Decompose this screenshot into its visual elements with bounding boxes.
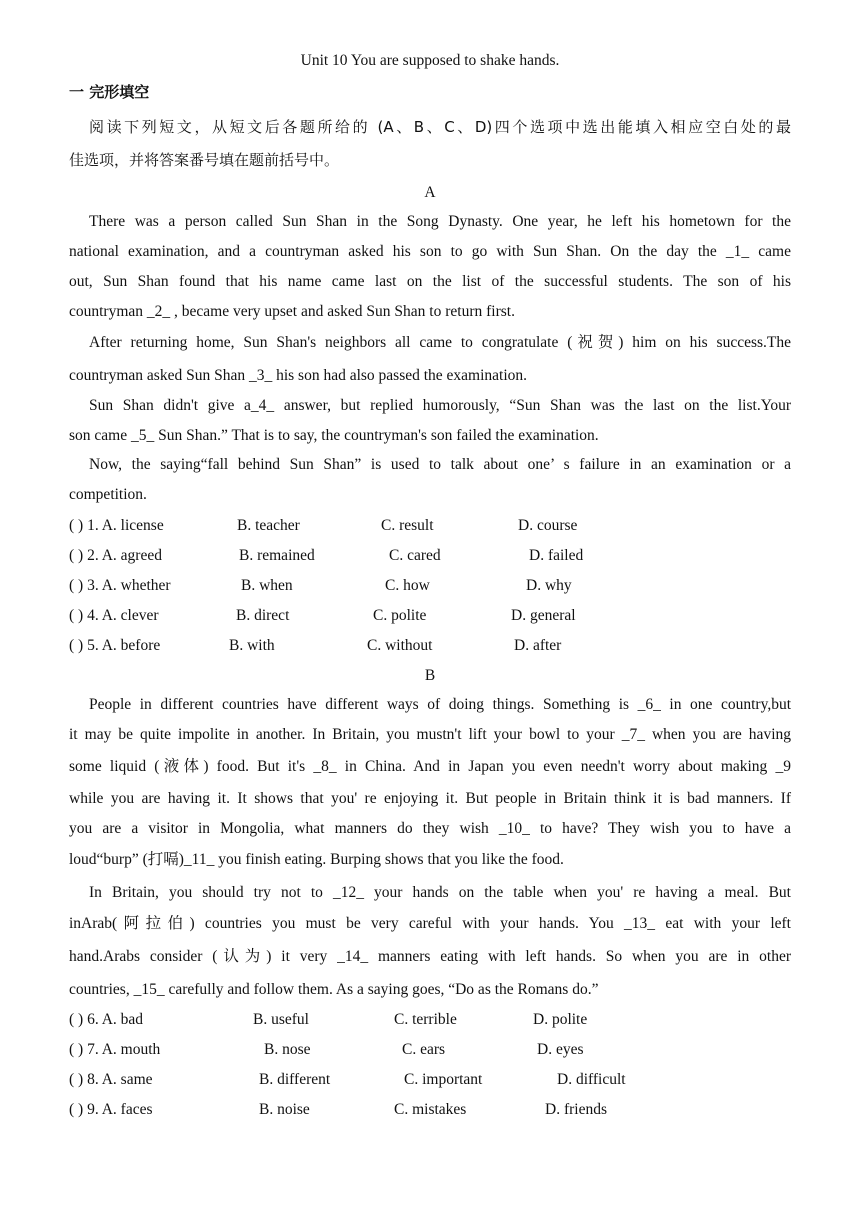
section-heading: 一 完形填空 xyxy=(69,83,150,101)
option-c: C. polite xyxy=(373,607,427,624)
passage-b-line: inArab(阿拉伯) countries you must be very careful with your hands. You _13_ eat with your left xyxy=(69,915,791,932)
passage-b-line: countries, _15_ carefully and follow them. As a saying goes, “Do as the Romans do.” xyxy=(69,981,599,998)
option-b: B. nose xyxy=(264,1041,311,1058)
passage-b-line: People in different countries have different ways of doing things. Something is _6_ in one country,but xyxy=(89,696,791,713)
question-number-option-a: ( ) 5. A. before xyxy=(69,637,161,654)
option-d: D. course xyxy=(518,517,578,534)
question-number-option-a: ( ) 6. A. bad xyxy=(69,1011,144,1028)
option-b: B. with xyxy=(229,637,275,654)
instructions-line-2: 佳选项，并将答案番号填在题前括号中。 xyxy=(69,151,340,169)
passage-b-line: hand.Arabs consider (认为) it very _14_ manners eating with left hands. So when you are in other xyxy=(69,948,791,965)
option-c: C. mistakes xyxy=(394,1101,467,1118)
question-number-option-a: ( ) 8. A. same xyxy=(69,1071,153,1088)
question-number-option-a: ( ) 7. A. mouth xyxy=(69,1041,161,1058)
question-number-option-a: ( ) 9. A. faces xyxy=(69,1101,153,1118)
option-d: D. eyes xyxy=(537,1041,584,1058)
option-c: C. how xyxy=(385,577,430,594)
option-b: B. teacher xyxy=(237,517,300,534)
passage-a-line: countryman asked Sun Shan _3_ his son had also passed the examination. xyxy=(69,367,528,384)
passage-a-line: competition. xyxy=(69,486,147,503)
passage-a-line: After returning home, Sun Shan's neighbors all came to congratulate (祝贺) him on his success.The xyxy=(89,334,791,351)
passage-a-line: national examination, and a countryman asked his son to go with Sun Shan. On the day the _1_ came xyxy=(69,243,791,260)
option-d: D. difficult xyxy=(557,1071,626,1088)
option-b: B. direct xyxy=(236,607,290,624)
option-c: C. cared xyxy=(389,547,441,564)
passage-a-label: A xyxy=(424,184,436,201)
option-d: D. why xyxy=(526,577,572,594)
passage-b-line: loud“burp” (打嗝)_11_ you finish eating. Burping shows that you like the food. xyxy=(69,851,564,868)
passage-a-line: Now, the saying“fall behind Sun Shan” is used to talk about one’ s failure in an examination or a xyxy=(89,456,791,473)
question-number-option-a: ( ) 2. A. agreed xyxy=(69,547,162,564)
passage-b-line: you are a visitor in Mongolia, what manners do they wish _10_ to have? They wish you to have a xyxy=(69,820,791,837)
instructions-line-1: 阅读下列短文，从短文后各题所给的 (A、B、C、D)四个选项中选出能填入相应空白处的最 xyxy=(89,118,791,136)
question-number-option-a: ( ) 3. A. whether xyxy=(69,577,171,594)
option-b: B. remained xyxy=(239,547,315,564)
option-d: D. friends xyxy=(545,1101,607,1118)
passage-b-label: B xyxy=(424,667,436,684)
passage-a-line: countryman _2_ , became very upset and asked Sun Shan to return first. xyxy=(69,303,515,320)
passage-b-line: some liquid (液体) food. But it's _8_ in China. And in Japan you even needn't worry about making _9 xyxy=(69,758,791,775)
option-d: D. after xyxy=(514,637,562,654)
option-c: C. without xyxy=(367,637,433,654)
passage-a-line: There was a person called Sun Shan in the Song Dynasty. One year, he left his hometown for the xyxy=(89,213,791,230)
option-c: C. ears xyxy=(402,1041,446,1058)
option-d: D. polite xyxy=(533,1011,588,1028)
option-d: D. failed xyxy=(529,547,584,564)
option-b: B. noise xyxy=(259,1101,310,1118)
option-b: B. different xyxy=(259,1071,331,1088)
passage-a-line: out, Sun Shan found that his name came last on the list of the successful students. The son of his xyxy=(69,273,791,290)
passage-b-line: while you are having it. It shows that you' re enjoying it. But people in Britain think it is bad manners. If xyxy=(69,790,791,807)
passage-b-line: it may be quite impolite in another. In Britain, you mustn't lift your bowl to your _7_ when you are having xyxy=(69,726,791,743)
option-c: C. terrible xyxy=(394,1011,457,1028)
passage-a-line: son came _5_ Sun Shan.” That is to say, the countryman's son failed the examination. xyxy=(69,427,599,444)
question-number-option-a: ( ) 1. A. license xyxy=(69,517,164,534)
option-d: D. general xyxy=(511,607,576,624)
question-number-option-a: ( ) 4. A. clever xyxy=(69,607,159,624)
option-c: C. result xyxy=(381,517,434,534)
option-b: B. useful xyxy=(253,1011,309,1028)
passage-a-line: Sun Shan didn't give a_4_ answer, but replied humorously, “Sun Shan was the last on the list.Your xyxy=(89,397,791,414)
page-title: Unit 10 You are supposed to shake hands. xyxy=(300,52,560,69)
option-c: C. important xyxy=(404,1071,483,1088)
option-b: B. when xyxy=(241,577,293,594)
passage-b-line: In Britain, you should try not to _12_ your hands on the table when you' re having a meal. But xyxy=(89,884,791,901)
